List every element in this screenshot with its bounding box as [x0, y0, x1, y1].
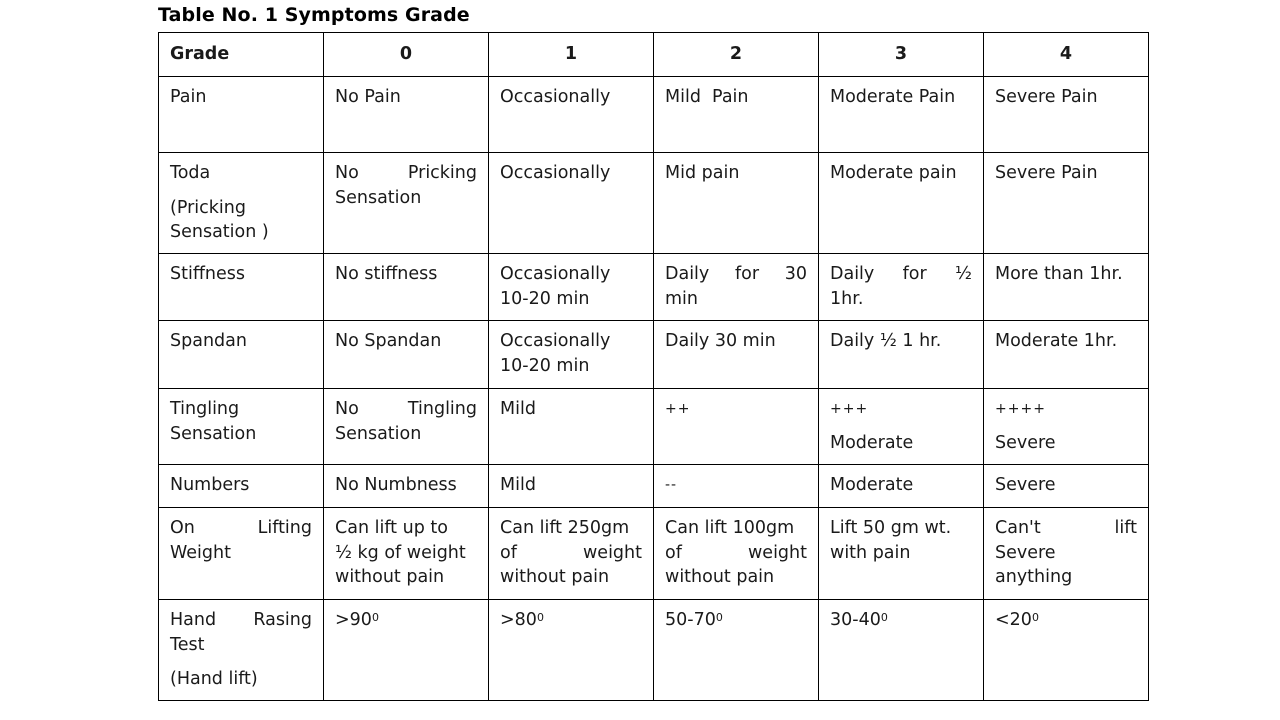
symptom-label: Sensation — [170, 423, 257, 444]
grade-cell — [984, 600, 1149, 701]
symptom-label: Weight — [170, 542, 231, 563]
table-row-pain — [159, 77, 1149, 153]
grade-cell — [324, 508, 489, 600]
grade-cell — [489, 508, 654, 600]
grade-cell — [819, 153, 984, 254]
header-grade-0: 0 — [324, 33, 489, 77]
cell-text: No Spandan — [335, 331, 442, 351]
angle-value: >90 — [335, 610, 372, 630]
grade-cell — [654, 321, 819, 389]
header-grade-4: 4 — [984, 33, 1149, 77]
symptom-sublabel: (Hand lift) — [170, 669, 258, 689]
cell-text: Can't lift — [995, 518, 1137, 538]
symptom-label: Tingling — [170, 399, 240, 419]
grade-cell — [489, 153, 654, 254]
cell-text: Severe Pain — [995, 87, 1098, 107]
angle-value: 30-40 — [830, 610, 881, 630]
cell-text — [335, 608, 477, 633]
cell-text: 10-20 min — [500, 288, 590, 309]
degree-mark: 0 — [536, 611, 544, 624]
grade-cell — [324, 600, 489, 701]
symptom-cell — [159, 600, 324, 701]
cell-text: +++ — [830, 401, 869, 417]
symptom-sublabel: Sensation ) — [170, 222, 269, 242]
cell-text: Occasionally — [500, 87, 611, 107]
cell-text: Mild Pain — [665, 87, 749, 107]
cell-text: Occasionally — [500, 264, 611, 284]
grade-cell — [984, 389, 1149, 465]
cell-text: Lift 50 gm wt. — [830, 518, 952, 538]
grade-cell — [654, 465, 819, 508]
cell-text: without pain — [500, 567, 610, 587]
cell-text: Moderate 1hr. — [995, 331, 1118, 351]
grade-cell — [324, 465, 489, 508]
cell-text: Can lift 100gm — [665, 518, 795, 538]
table-row-hand-rasing — [159, 600, 1149, 701]
grade-cell — [984, 508, 1149, 600]
grade-cell — [819, 600, 984, 701]
cell-text — [665, 608, 807, 633]
cell-text: Sensation — [335, 423, 422, 444]
cell-text — [500, 608, 642, 633]
symptoms-grade-table — [158, 32, 1149, 701]
grade-cell — [489, 389, 654, 465]
symptom-cell — [159, 465, 324, 508]
cell-text: Daily for 30 — [665, 264, 807, 284]
symptom-cell — [159, 389, 324, 465]
angle-value: <20 — [995, 610, 1032, 630]
grade-cell — [324, 153, 489, 254]
cell-text: No Numbness — [335, 475, 457, 495]
cell-text: Severe — [995, 475, 1056, 495]
cell-text: Daily ½ 1 hr. — [830, 331, 942, 351]
degree-mark: 0 — [371, 611, 379, 624]
cell-text: without pain — [335, 567, 445, 587]
cell-text: Daily for ½ — [830, 264, 972, 284]
grade-cell — [819, 254, 984, 321]
cell-text: No Pain — [335, 87, 401, 107]
symptom-label: Spandan — [170, 331, 247, 351]
symptom-cell — [159, 508, 324, 600]
grade-cell — [654, 153, 819, 254]
grade-cell — [654, 77, 819, 153]
cell-text: Severe — [995, 542, 1056, 563]
cell-text: Mild — [500, 399, 536, 419]
symptom-sublabel: (Pricking — [170, 197, 246, 218]
cell-text: Moderate Pain — [830, 87, 956, 107]
grade-cell — [819, 508, 984, 600]
cell-text: Sensation — [335, 187, 422, 208]
cell-text: Moderate pain — [830, 163, 957, 183]
cell-text: Occasionally — [500, 163, 611, 183]
header-grade-2: 2 — [654, 33, 819, 77]
table-row-numbers — [159, 465, 1149, 508]
cell-text: 1hr. — [830, 288, 864, 309]
grade-cell — [324, 254, 489, 321]
cell-text: without pain — [665, 567, 775, 587]
grade-cell — [984, 77, 1149, 153]
cell-text — [995, 608, 1137, 633]
cell-text: Severe Pain — [995, 163, 1098, 183]
grade-cell — [819, 389, 984, 465]
symptom-label: Numbers — [170, 475, 250, 495]
grade-cell — [654, 389, 819, 465]
cell-text: min — [665, 288, 699, 309]
cell-text: of weight — [500, 542, 642, 563]
symptom-label: On Lifting — [170, 518, 312, 538]
cell-text: No Pricking — [335, 163, 477, 183]
grade-cell — [489, 465, 654, 508]
grade-cell — [984, 465, 1149, 508]
cell-text: Severe — [995, 432, 1056, 453]
table-row-lifting-weight — [159, 508, 1149, 600]
angle-value: >80 — [500, 610, 537, 630]
header-row — [159, 33, 1149, 77]
header-grade: Grade — [159, 33, 324, 77]
cell-text: Occasionally — [500, 331, 611, 351]
table-row-tingling — [159, 389, 1149, 465]
grade-cell — [654, 600, 819, 701]
table-row-stiffness — [159, 254, 1149, 321]
symptom-cell — [159, 321, 324, 389]
cell-text: Daily 30 min — [665, 331, 776, 351]
grade-cell — [654, 508, 819, 600]
symptom-cell — [159, 254, 324, 321]
cell-text: ½ kg of weight — [335, 542, 466, 563]
angle-value: 50-70 — [665, 610, 716, 630]
cell-text: Moderate — [830, 432, 914, 453]
grade-cell — [489, 321, 654, 389]
cell-text — [830, 608, 972, 633]
symptom-label: Test — [170, 634, 205, 655]
cell-text: anything — [995, 567, 1073, 587]
table-row-toda — [159, 153, 1149, 254]
header-grade-3: 3 — [819, 33, 984, 77]
grade-cell — [984, 321, 1149, 389]
grade-cell — [819, 77, 984, 153]
symptom-label: Toda — [170, 163, 211, 183]
table-row-spandan — [159, 321, 1149, 389]
degree-mark: 0 — [1031, 611, 1039, 624]
degree-mark: 0 — [715, 611, 723, 624]
cell-text: ++ — [665, 401, 691, 417]
grade-cell — [489, 77, 654, 153]
cell-text: No Tingling — [335, 399, 477, 419]
cell-text: Can lift 250gm — [500, 518, 630, 538]
header-grade-1: 1 — [489, 33, 654, 77]
grade-cell — [489, 600, 654, 701]
cell-text: -- — [665, 477, 678, 493]
grade-cell — [654, 254, 819, 321]
grade-cell — [324, 321, 489, 389]
cell-text: Moderate — [830, 475, 914, 495]
symptom-label: Stiffness — [170, 264, 245, 284]
degree-mark: 0 — [880, 611, 888, 624]
cell-text: Mid pain — [665, 163, 740, 183]
grade-cell — [489, 254, 654, 321]
grade-cell — [984, 254, 1149, 321]
symptom-label: Pain — [170, 87, 207, 107]
cell-text: Mild — [500, 475, 536, 495]
cell-text: ++++ — [995, 401, 1046, 417]
grade-cell — [324, 389, 489, 465]
cell-text: of weight — [665, 542, 807, 563]
symptom-cell — [159, 153, 324, 254]
grade-cell — [819, 465, 984, 508]
cell-text: 10-20 min — [500, 355, 590, 376]
symptom-label: Hand Rasing — [170, 610, 312, 630]
grade-cell — [984, 153, 1149, 254]
table-caption: Table No. 1 Symptoms Grade — [158, 4, 470, 26]
cell-text: No stiffness — [335, 264, 438, 284]
cell-text: with pain — [830, 542, 911, 563]
cell-text: Can lift up to — [335, 518, 448, 538]
cell-text: More than 1hr. — [995, 264, 1123, 284]
symptom-cell — [159, 77, 324, 153]
grade-cell — [324, 77, 489, 153]
grade-cell — [819, 321, 984, 389]
